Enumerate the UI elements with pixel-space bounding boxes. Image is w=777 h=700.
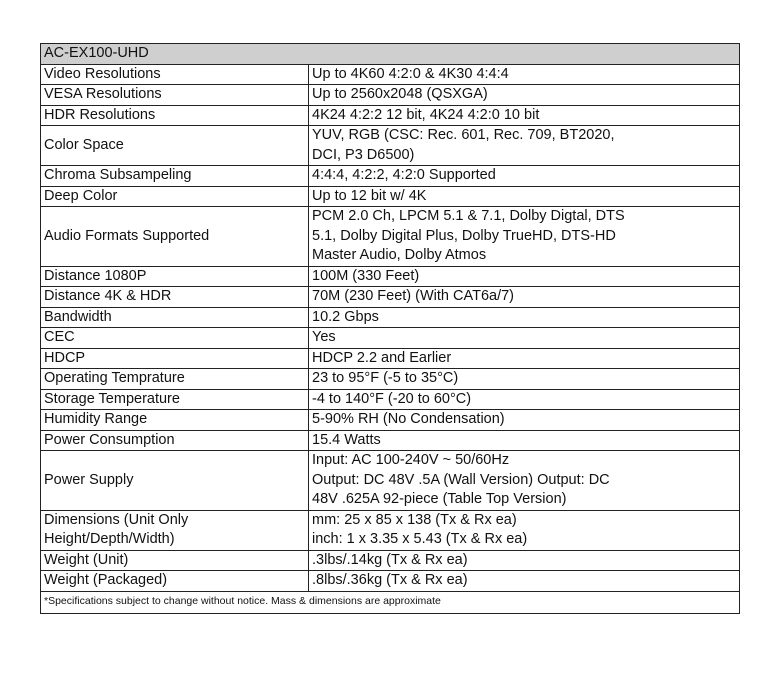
spec-value-line: YUV, RGB (CSC: Rec. 601, Rec. 709, BT2020, bbox=[312, 127, 615, 143]
spec-label bbox=[41, 389, 309, 410]
spec-value-line: inch: 1 x 3.35 x 5.43 (Tx & Rx ea) bbox=[312, 531, 528, 547]
spec-value bbox=[309, 207, 740, 267]
spec-label-line: HDR Resolutions bbox=[44, 106, 156, 123]
spec-value bbox=[309, 369, 740, 390]
footnote-row bbox=[41, 591, 740, 613]
spec-table bbox=[40, 43, 740, 614]
spec-value-line: 23 to 95°F (-5 to 35°C) bbox=[312, 370, 459, 386]
spec-label bbox=[41, 105, 309, 126]
spec-value bbox=[309, 410, 740, 431]
spec-value bbox=[309, 451, 740, 511]
spec-value bbox=[309, 328, 740, 349]
spec-label-line: Distance 1080P bbox=[44, 267, 147, 284]
table-row bbox=[41, 307, 740, 328]
spec-label bbox=[41, 430, 309, 451]
spec-value-line: 100M (330 Feet) bbox=[312, 267, 420, 284]
spec-label-line: Chroma Subsampeling bbox=[44, 167, 192, 183]
spec-label bbox=[41, 328, 309, 349]
spec-value-line: mm: 25 x 85 x 138 (Tx & Rx ea) bbox=[312, 511, 517, 528]
spec-value-line: -4 to 140°F (-20 to 60°C) bbox=[312, 390, 472, 407]
spec-label bbox=[41, 410, 309, 431]
spec-label-line: Video Resolutions bbox=[44, 65, 161, 82]
spec-value-line: .8lbs/.36kg (Tx & Rx ea) bbox=[312, 572, 468, 588]
spec-label-line: Deep Color bbox=[44, 187, 118, 204]
spec-label bbox=[41, 348, 309, 369]
spec-value bbox=[309, 307, 740, 328]
footnote: *Specifications subject to change without notice. Mass & dimensions are approximate bbox=[41, 591, 740, 613]
spec-value-line: 70M (230 Feet) (With CAT6a/7) bbox=[312, 288, 514, 304]
table-row bbox=[41, 410, 740, 431]
table-row bbox=[41, 287, 740, 308]
table-row bbox=[41, 571, 740, 592]
title-row bbox=[41, 44, 740, 65]
spec-label bbox=[41, 369, 309, 390]
spec-label bbox=[41, 550, 309, 571]
spec-value bbox=[309, 389, 740, 410]
spec-value-line: DCI, P3 D6500) bbox=[312, 146, 415, 163]
spec-value-line: 4K24 4:2:2 12 bit, 4K24 4:2:0 10 bit bbox=[312, 106, 540, 123]
spec-value-line: Up to 2560x2048 (QSXGA) bbox=[312, 86, 488, 102]
spec-value bbox=[309, 64, 740, 85]
spec-label-line: Power Consumption bbox=[44, 431, 175, 448]
table-row bbox=[41, 85, 740, 106]
table-row bbox=[41, 348, 740, 369]
spec-value-line: 15.4 Watts bbox=[312, 431, 381, 448]
table-row bbox=[41, 550, 740, 571]
spec-value bbox=[309, 571, 740, 592]
spec-value-line: 4:4:4, 4:2:2, 4:2:0 Supported bbox=[312, 167, 496, 183]
spec-label-line: CEC bbox=[44, 329, 75, 345]
spec-value-line: Yes bbox=[312, 329, 336, 345]
spec-value bbox=[309, 287, 740, 308]
spec-label-line: Humidity Range bbox=[44, 411, 148, 427]
spec-label-line: HDCP bbox=[44, 349, 86, 366]
spec-label bbox=[41, 571, 309, 592]
spec-value bbox=[309, 266, 740, 287]
spec-label-line: Distance 4K & HDR bbox=[44, 288, 172, 304]
spec-label-line: Audio Formats Supported bbox=[44, 227, 210, 244]
table-row bbox=[41, 451, 740, 511]
spec-label bbox=[41, 166, 309, 187]
spec-label bbox=[41, 126, 309, 166]
spec-label bbox=[41, 85, 309, 106]
spec-value-line: Input: AC 100-240V ~ 50/60Hz bbox=[312, 452, 510, 468]
spec-value bbox=[309, 550, 740, 571]
spec-label-line: Operating Temprature bbox=[44, 370, 185, 386]
spec-label bbox=[41, 64, 309, 85]
table-row bbox=[41, 186, 740, 207]
spec-value bbox=[309, 510, 740, 550]
spec-label-line: Dimensions (Unit Only bbox=[44, 511, 189, 528]
spec-rows bbox=[41, 64, 740, 591]
spec-value-line: Master Audio, Dolby Atmos bbox=[312, 247, 487, 263]
table-row bbox=[41, 430, 740, 451]
table-row bbox=[41, 64, 740, 85]
spec-value bbox=[309, 186, 740, 207]
spec-label bbox=[41, 186, 309, 207]
spec-label-line: Weight (Unit) bbox=[44, 551, 129, 568]
table-row bbox=[41, 369, 740, 390]
table-row bbox=[41, 105, 740, 126]
spec-label-line: Weight (Packaged) bbox=[44, 572, 168, 588]
spec-label bbox=[41, 207, 309, 267]
spec-value-line: HDCP 2.2 and Earlier bbox=[312, 349, 452, 366]
spec-value bbox=[309, 105, 740, 126]
table-row bbox=[41, 126, 740, 166]
table-row bbox=[41, 328, 740, 349]
table-row bbox=[41, 389, 740, 410]
spec-label bbox=[41, 510, 309, 550]
spec-label-line: Color Space bbox=[44, 136, 124, 153]
spec-label-line: Height/Depth/Width) bbox=[44, 531, 175, 547]
spec-value-line: 10.2 Gbps bbox=[312, 308, 379, 325]
spec-label-line: VESA Resolutions bbox=[44, 86, 162, 102]
spec-label bbox=[41, 287, 309, 308]
spec-label-line: Bandwidth bbox=[44, 308, 112, 325]
spec-label bbox=[41, 266, 309, 287]
spec-label bbox=[41, 451, 309, 511]
spec-value-line: 5.1, Dolby Digital Plus, Dolby TrueHD, DTS-HD bbox=[312, 227, 616, 244]
spec-value-line: .3lbs/.14kg (Tx & Rx ea) bbox=[312, 551, 468, 568]
spec-value-line: Up to 12 bit w/ 4K bbox=[312, 187, 427, 204]
spec-value bbox=[309, 166, 740, 187]
spec-value bbox=[309, 430, 740, 451]
spec-value bbox=[309, 348, 740, 369]
table-title: AC-EX100-UHD bbox=[41, 44, 740, 65]
spec-value-line: 48V .625A 92-piece (Table Top Version) bbox=[312, 491, 567, 507]
spec-label-line: Storage Temperature bbox=[44, 390, 180, 407]
spec-label-line: Power Supply bbox=[44, 471, 134, 488]
spec-value bbox=[309, 126, 740, 166]
table-row bbox=[41, 510, 740, 550]
spec-value-line: Output: DC 48V .5A (Wall Version) Output: DC bbox=[312, 471, 610, 488]
table-row bbox=[41, 266, 740, 287]
table-row bbox=[41, 166, 740, 187]
table-row bbox=[41, 207, 740, 267]
spec-value-line: Up to 4K60 4:2:0 & 4K30 4:4:4 bbox=[312, 65, 509, 82]
spec-value bbox=[309, 85, 740, 106]
spec-label bbox=[41, 307, 309, 328]
spec-value-line: PCM 2.0 Ch, LPCM 5.1 & 7.1, Dolby Digtal, DTS bbox=[312, 208, 625, 224]
spec-value-line: 5-90% RH (No Condensation) bbox=[312, 411, 505, 427]
